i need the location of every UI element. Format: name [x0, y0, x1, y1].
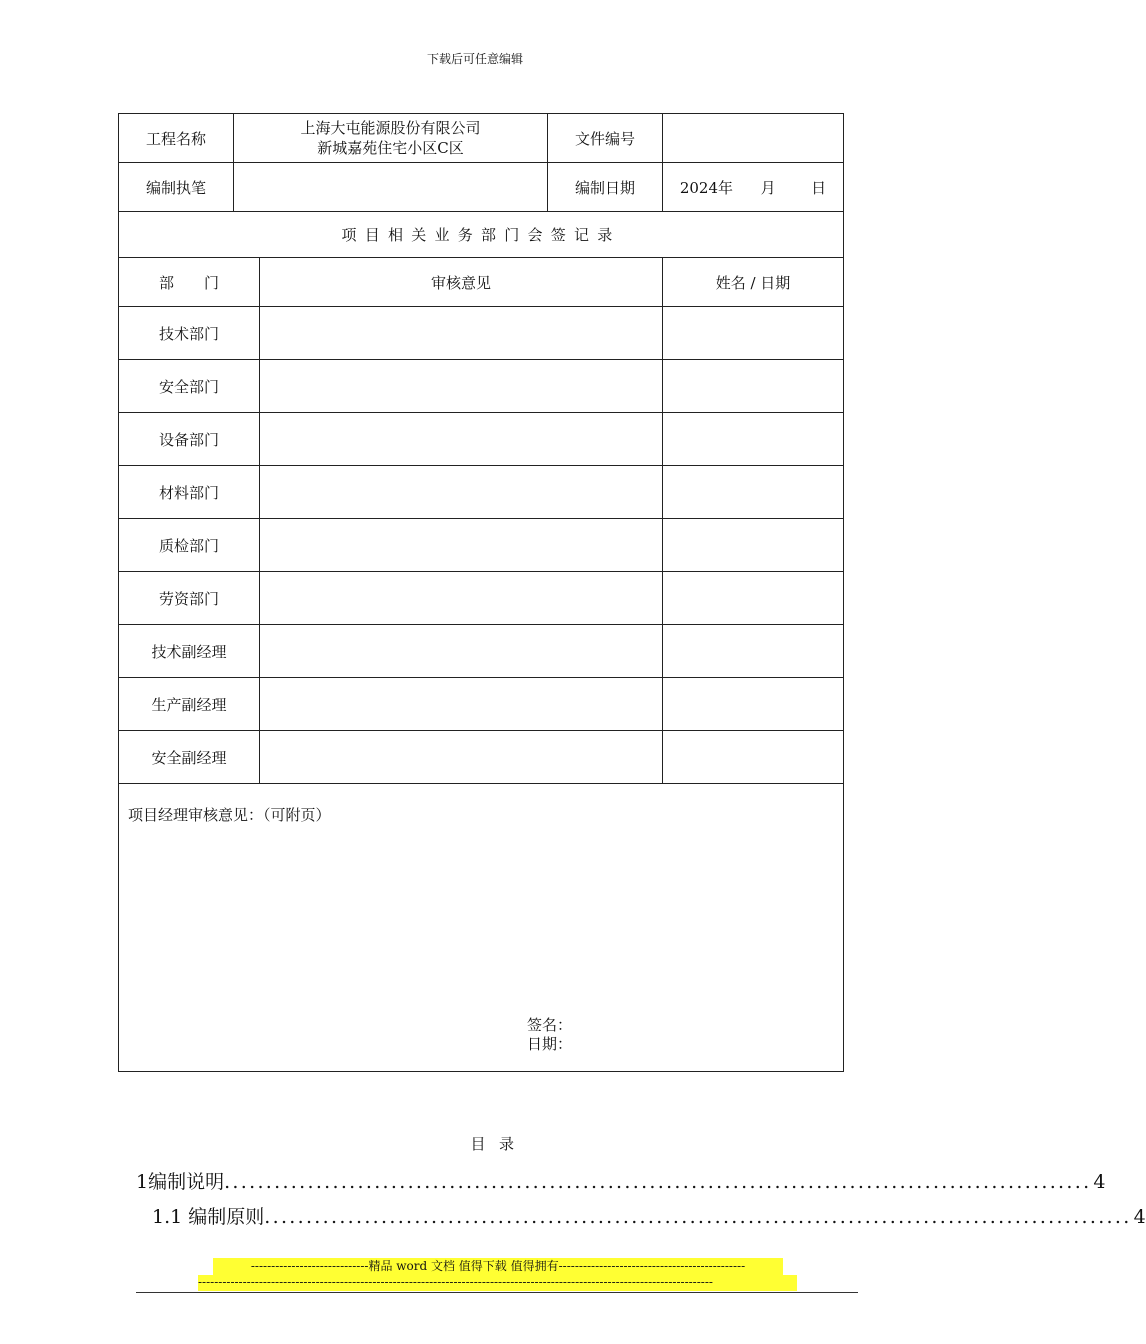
footer-rule — [136, 1292, 858, 1293]
dept-opinion-field[interactable] — [260, 678, 663, 731]
date-month: 月 — [760, 178, 776, 197]
toc-entry-page: 4 — [1133, 1206, 1146, 1228]
toc-entry-text: 1.1 编制原则 — [152, 1206, 265, 1228]
project-name-label: 工程名称 — [119, 114, 234, 163]
dept-opinion-field[interactable] — [260, 519, 663, 572]
toc-entry-text: 1编制说明 — [136, 1171, 225, 1193]
dept-name: 劳资部门 — [119, 572, 260, 625]
col-header-name-date: 姓名 / 日期 — [663, 258, 844, 307]
toc-title: 目录 — [470, 1135, 528, 1153]
dept-name-date-field[interactable] — [663, 360, 844, 413]
sign-label: 签名： — [527, 1016, 573, 1034]
dept-name-date-field[interactable] — [663, 466, 844, 519]
section-title: 项目相关业务部门会签记录 — [119, 212, 844, 258]
dept-row — [119, 466, 844, 519]
footer-banner: -----------------------------精品 word 文档 值得下载 值得拥有---------------------------------------------- — [213, 1258, 783, 1275]
header-note: 下载后可任意编辑 — [426, 52, 523, 66]
dept-opinion-field[interactable] — [260, 466, 663, 519]
dept-opinion-field[interactable] — [260, 360, 663, 413]
toc-leader: ........................................................................................................ — [224, 1171, 1092, 1193]
project-name-value — [234, 114, 548, 163]
dept-name-date-field[interactable] — [663, 678, 844, 731]
manager-opinion-label: 项目经理审核意见：（可附页） — [128, 806, 331, 824]
dept-name: 设备部门 — [119, 413, 260, 466]
toc-entry[interactable] — [152, 1202, 1146, 1229]
dept-row — [119, 413, 844, 466]
dept-row — [119, 678, 844, 731]
dept-name: 生产副经理 — [119, 678, 260, 731]
dept-name: 技术部门 — [119, 307, 260, 360]
date-year: 2024年 — [679, 178, 734, 197]
date-day: 日 — [811, 178, 827, 197]
dept-opinion-field[interactable] — [260, 731, 663, 784]
dept-opinion-field[interactable] — [260, 413, 663, 466]
dept-name-date-field[interactable] — [663, 307, 844, 360]
dept-name: 技术副经理 — [119, 625, 260, 678]
footer-dashes: ------------------------------------------------------------------------------------------------------------------------------- — [198, 1275, 797, 1291]
dept-row — [119, 625, 844, 678]
toc-entry-page: 4 — [1093, 1171, 1106, 1193]
dept-name: 材料部门 — [119, 466, 260, 519]
dept-row — [119, 307, 844, 360]
toc-entry[interactable] — [136, 1167, 1106, 1194]
dept-row — [119, 360, 844, 413]
project-name-line2: 新城嘉苑住宅小区C区 — [317, 139, 464, 157]
sign-date-label: 日期： — [527, 1035, 573, 1053]
dept-row — [119, 519, 844, 572]
dept-name: 安全部门 — [119, 360, 260, 413]
dept-row — [119, 572, 844, 625]
dept-name-date-field[interactable] — [663, 572, 844, 625]
toc-leader: ........................................................................................................ — [264, 1206, 1132, 1228]
col-header-opinion: 审核意见 — [260, 258, 663, 307]
author-label: 编制执笔 — [119, 163, 234, 212]
author-field[interactable] — [234, 163, 548, 212]
manager-opinion-cell[interactable] — [119, 784, 844, 1072]
dept-opinion-field[interactable] — [260, 572, 663, 625]
dept-name-date-field[interactable] — [663, 519, 844, 572]
dept-opinion-field[interactable] — [260, 625, 663, 678]
col-header-dept: 部 门 — [119, 258, 260, 307]
countersign-form — [118, 113, 844, 1072]
dept-name-date-field[interactable] — [663, 731, 844, 784]
date-label: 编制日期 — [548, 163, 663, 212]
file-no-label: 文件编号 — [548, 114, 663, 163]
date-field[interactable] — [663, 163, 844, 212]
file-no-field[interactable] — [663, 114, 844, 163]
dept-name: 安全副经理 — [119, 731, 260, 784]
dept-row — [119, 731, 844, 784]
project-name-line1: 上海大屯能源股份有限公司 — [300, 119, 481, 137]
dept-name-date-field[interactable] — [663, 413, 844, 466]
dept-name-date-field[interactable] — [663, 625, 844, 678]
dept-name: 质检部门 — [119, 519, 260, 572]
dept-opinion-field[interactable] — [260, 307, 663, 360]
